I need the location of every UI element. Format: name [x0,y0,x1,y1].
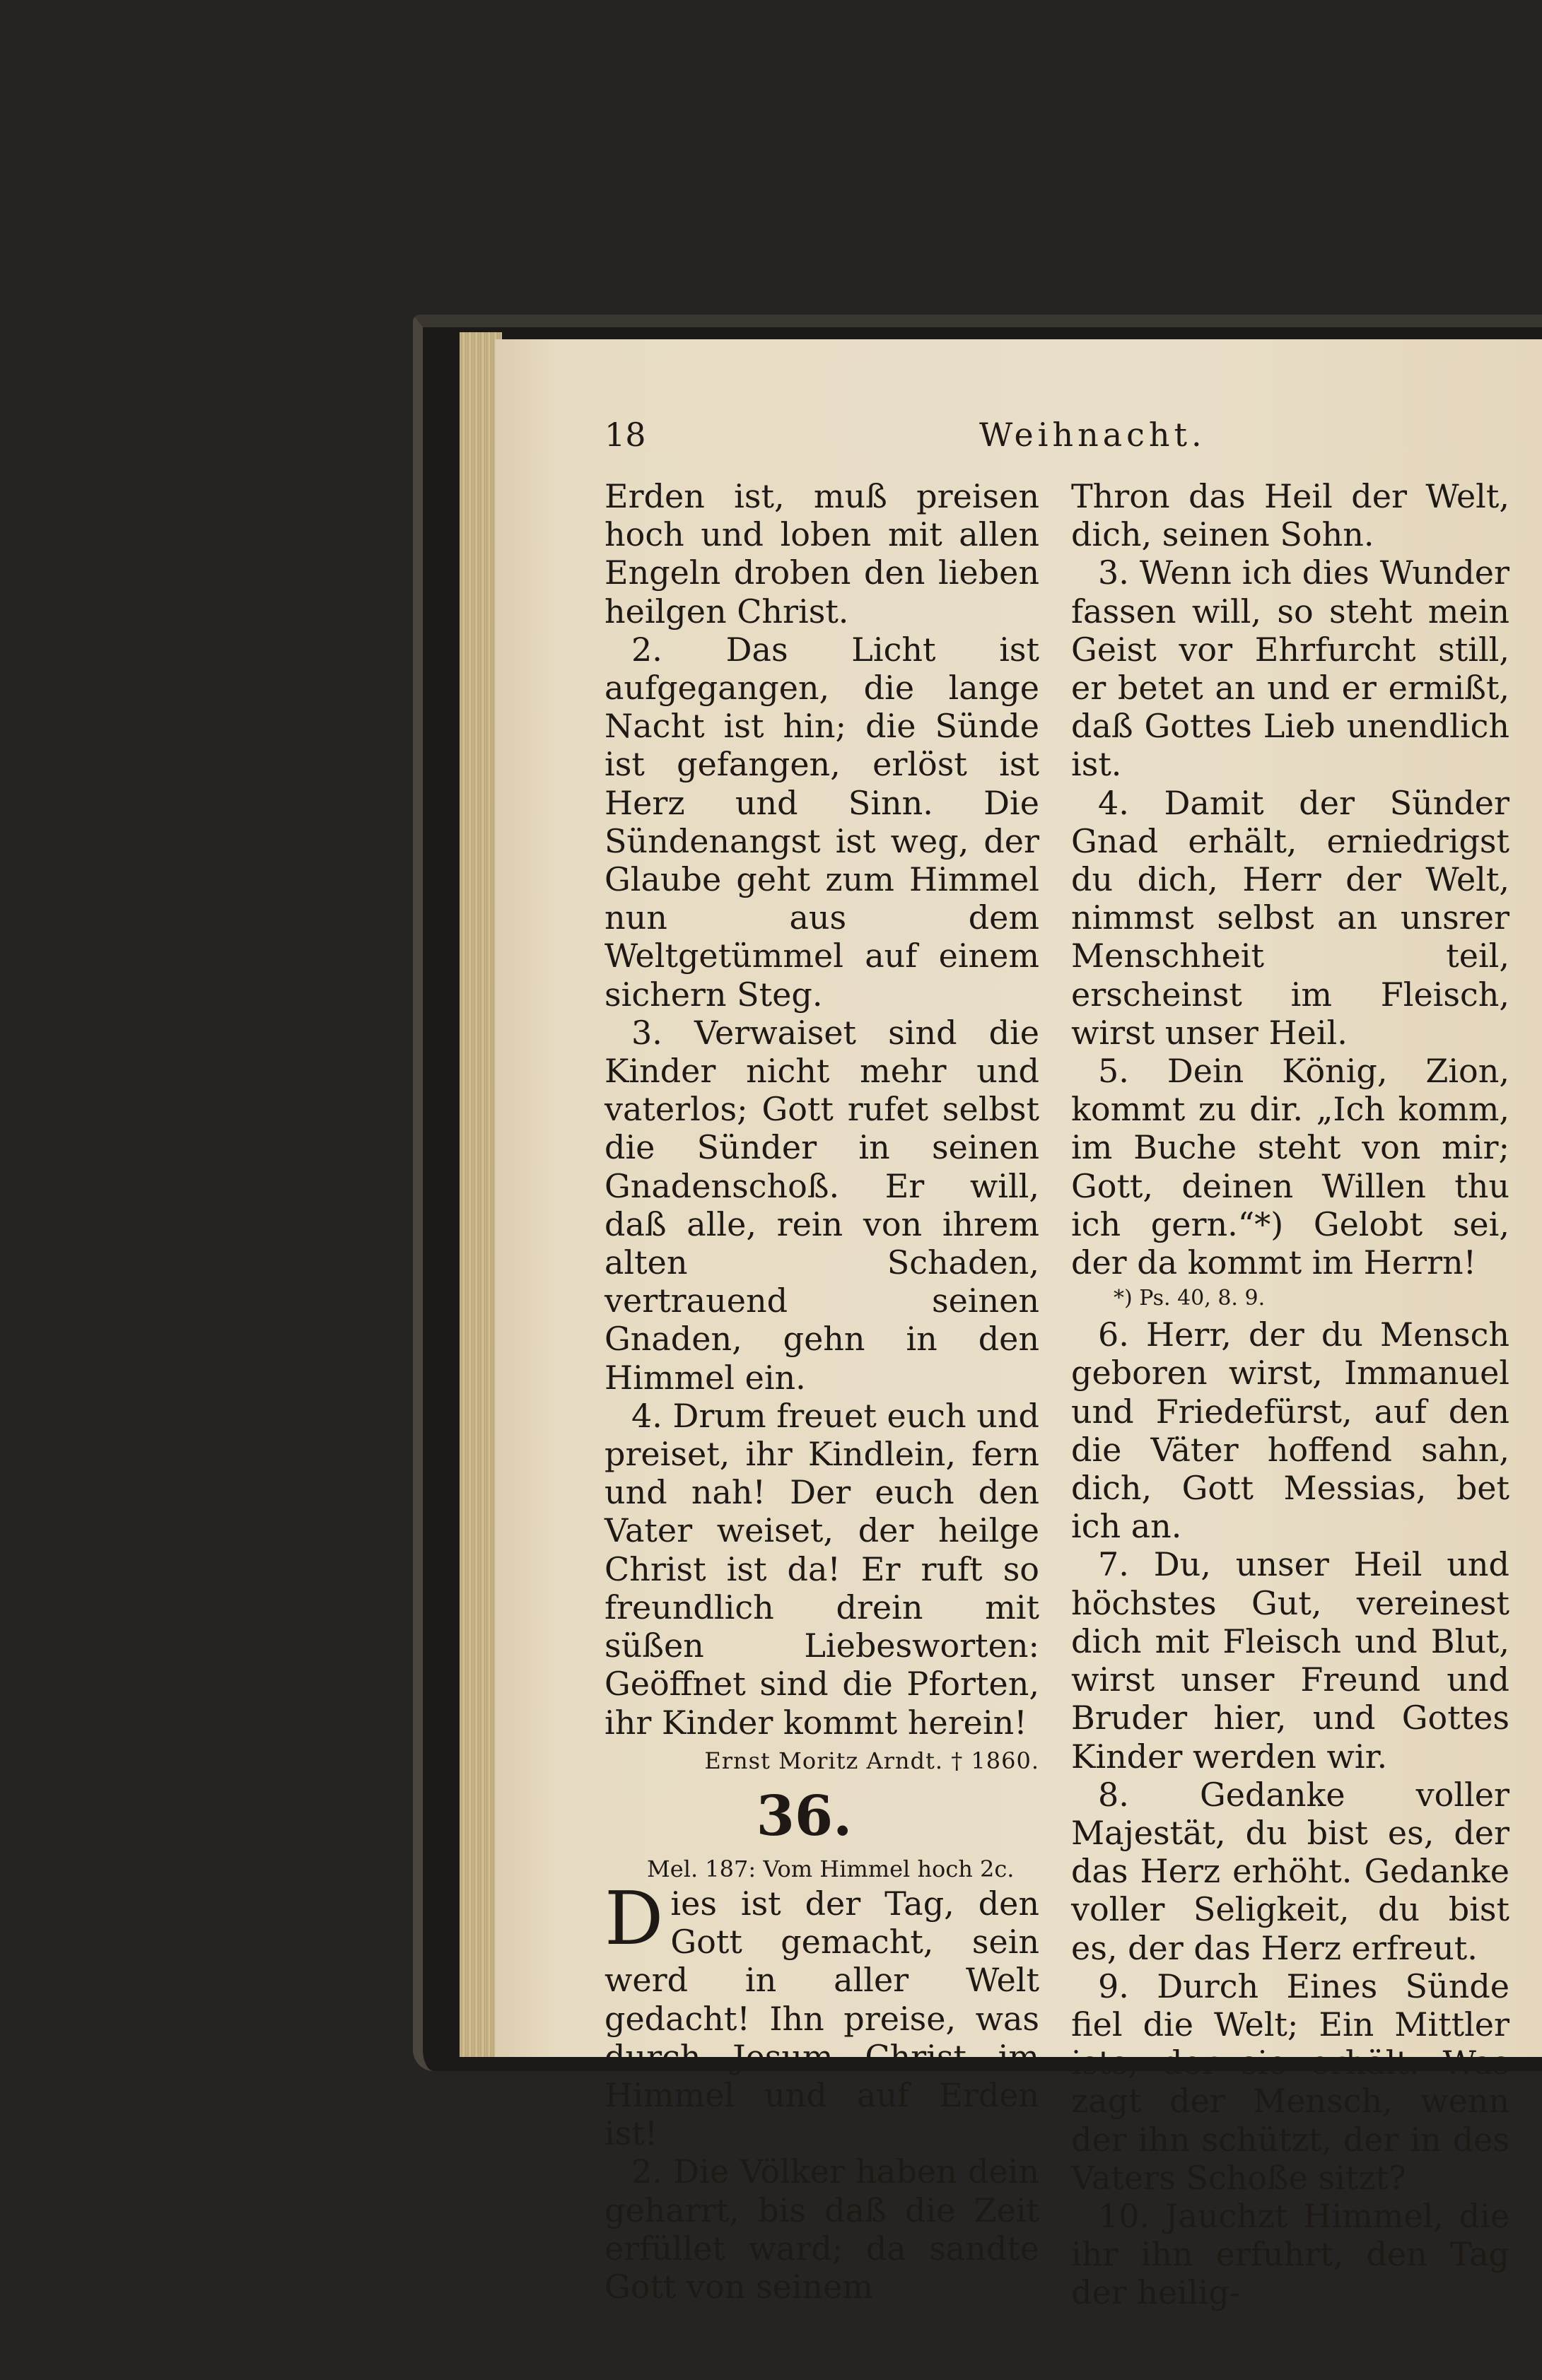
paragraph: 3. Wenn ich dies Wunder fassen will, so steht mein Geist vor Ehrfurcht still, er betet an und er ermißt, daß Gottes Lieb unendlich ist. [1071,553,1509,784]
paragraph-text: ies ist der Tag, den Gott gemacht, sein werd in aller Welt gedacht! Ihn preise, was durch Jesum Christ im Himmel und auf Erden ist! [604,1884,1039,2153]
page-number: 18 [604,416,646,454]
paragraph: 4. Damit der Sünder Gnad erhält, erniedrigst du dich, Herr der Welt, nimmst selbst an unsrer Menschheit teil, erscheinst im Fleisch, wirst unser Heil. [1071,783,1509,1052]
left-column [604,477,1039,2306]
paragraph: 7. Du, unser Heil und höchstes Gut, vereinest dich mit Fleisch und Blut, wirst unser Freund und Bruder hier, und Gottes Kinder werden wir. [1071,1545,1509,1776]
melody-reference: Mel. 187: Vom Himmel hoch 2c. [647,1855,1015,1882]
paragraph: 9. Durch Eines Sünde fiel die Welt; Ein Mittler ists, der sie erhält. Was zagt der Mensch, wenn der ihn schützt, der in des Vaters Schoße sitzt? [1071,1966,1509,2197]
drop-cap: D [604,1875,664,1962]
paragraph: 6. Herr, der du Mensch geboren wirst, Immanuel und Friedefürst, auf den die Väter hoffend sahn, dich, Gott Messias, bet ich an. [1071,1315,1509,1546]
running-head: Weihnacht. [979,416,1206,454]
paragraph: Erden ist, muß preisen hoch und loben mit allen Engeln droben den lieben heilgen Christ. [604,477,1039,631]
paragraph: Thron das Heil der Welt, dich, seinen Sohn. [1071,477,1509,554]
paragraph: 2. Die Völker haben dein geharrt, bis daß die Zeit erfüllet ward; da sandte Gott von seinem [604,2152,1039,2306]
paragraph: 5. Dein König, Zion, kommt zu dir. „Ich komm, im Buche steht von mir; Gott, deinen Willen thu ich gern.“*) Gelobt sei, der da kommt im Herrn! [1071,1052,1509,1282]
paragraph: 4. Drum freuet euch und preiset, ihr Kindlein, fern und nah! Der euch den Vater weiset, der heilge Christ ist da! Er ruft so freundlich drein mit süßen Liebesworten: Geöffnet sind die Pforten, ihr Kinder kommt herein! [604,1396,1039,1742]
paragraph: 2. Das Licht ist aufgegangen, die lange Nacht ist hin; die Sünde ist gefangen, erlöst ist Herz und Sinn. Die Sündenangst ist weg, der Glaube geht zum Himmel nun aus dem Weltgetümmel auf einem sichern Steg. [604,630,1039,1014]
paragraph: 10. Jauchzt Himmel, die ihr ihn erfuhrt, den Tag der heilig- [1071,2196,1509,2312]
paragraph: 8. Gedanke voller Majestät, du bist es, der das Herz erhöht. Gedanke voller Seligkeit, du bist es, der das Herz erfreut. [1071,1775,1509,1967]
author-credit: Ernst Moritz Arndt. † 1860. [704,1747,1039,1774]
hymn-number: 36. [756,1783,853,1848]
right-column [1071,477,1509,2312]
paragraph [604,1875,1039,2153]
paragraph: 3. Verwaiset sind die Kinder nicht mehr und vaterlos; Gott rufet selbst die Sünder in seinen Gnadenschoß. Er will, daß alle, rein von ihrem alten Schaden, vertrauend seinen Gnaden, gehn in den Himmel ein. [604,1013,1039,1397]
footnote: *) Ps. 40, 8. 9. [1114,1286,1266,1311]
